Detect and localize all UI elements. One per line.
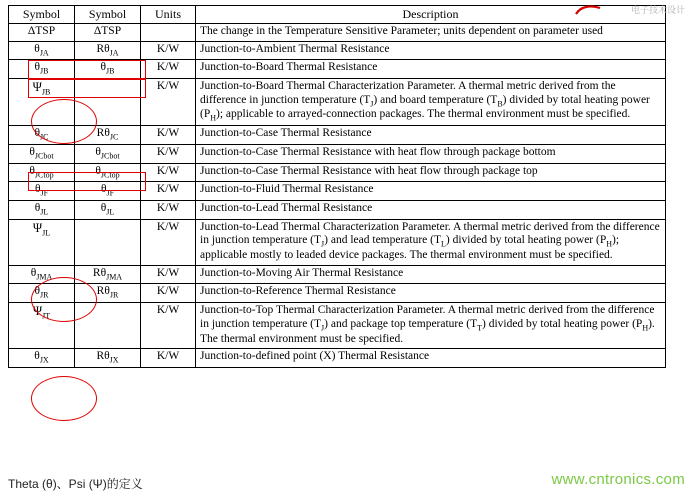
cell-symbol-2: $\theta_{JCbot}$ [75, 144, 141, 163]
table-row [9, 79, 666, 126]
cell-units: K/W [141, 349, 196, 368]
column-header-description: Description [196, 6, 666, 24]
cell-symbol-2: $R\theta_{JMA}$ [75, 265, 141, 284]
cell-symbol-1: $\theta_{JA}$ [9, 41, 75, 60]
figure-caption: Theta (θ)、Psi (Ψ)的定义 [8, 477, 143, 491]
cell-symbol-2: $R\theta_{JC}$ [75, 126, 141, 145]
table-row [9, 284, 666, 303]
cell-description: Junction-to-Reference Thermal Resistance [196, 284, 666, 303]
cell-description: Junction-to-Fluid Thermal Resistance [196, 182, 666, 201]
site-logo [575, 1, 685, 19]
cell-symbol-2 [75, 303, 141, 349]
cell-units: K/W [141, 79, 196, 126]
column-header-symbol-2: Symbol [75, 6, 141, 24]
table-row [9, 182, 666, 201]
cell-units: K/W [141, 265, 196, 284]
table-row [9, 163, 666, 182]
cell-description: Junction-to-Lead Thermal Characterization Parameter. A thermal metric derived from the difference in junction temperature $(T_J)$ and lead temperature $(T_L)$ divided by total heating power $(P_H)$; applicable mostly to leaded device packages. The thermal environment must be specified. [196, 219, 666, 265]
cell-symbol-2 [75, 79, 141, 126]
cell-description: Junction-to-Board Thermal Characterization Parameter. A thermal metric derived from the difference in junction temperature $(T_J)$ and board temperature $(T_B)$ divided by total heating power $(P_H)$; applicable to arrayed-connection packages. The thermal environment must be specified. [196, 79, 666, 126]
table-row [9, 41, 666, 60]
cell-description: Junction-to-Case Thermal Resistance with heat flow through package bottom [196, 144, 666, 163]
cell-symbol-1: $\theta_{JF}$ [9, 182, 75, 201]
cell-units: K/W [141, 126, 196, 145]
cell-description: Junction-to-defined point (X) Thermal Resistance [196, 349, 666, 368]
table-row [9, 24, 666, 42]
cell-symbol-2: ΔTSP [75, 24, 141, 42]
cell-units: K/W [141, 303, 196, 349]
cell-description: Junction-to-Top Thermal Characterization Parameter. A thermal metric derived from the difference in junction temperature $(T_J)$ and package top temperature $(T_T)$ divided by total heating power $(P_H)$. The thermal environment must be specified. [196, 303, 666, 349]
cell-units: K/W [141, 201, 196, 220]
cell-description: The change in the Temperature Sensitive Parameter; units dependent on parameter used [196, 24, 666, 42]
table-row [9, 265, 666, 284]
cell-symbol-1: $\theta_{JMA}$ [9, 265, 75, 284]
cell-description: Junction-to-Case Thermal Resistance [196, 126, 666, 145]
cell-symbol-2: $\theta_{JB}$ [75, 60, 141, 79]
cell-symbol-1: $\theta_{JR}$ [9, 284, 75, 303]
column-header-symbol-1: Symbol [9, 6, 75, 24]
annotation-oval-psi-jt [31, 376, 97, 421]
cell-symbol-1: $\Psi_{JL}$ [9, 219, 75, 265]
table-row [9, 144, 666, 163]
table-row [9, 201, 666, 220]
document-page [0, 5, 693, 496]
cell-symbol-2: $\theta_{JF}$ [75, 182, 141, 201]
cell-description: Junction-to-Ambient Thermal Resistance [196, 41, 666, 60]
cell-symbol-1: $\theta_{JL}$ [9, 201, 75, 220]
watermark-text: www.cntronics.com [551, 471, 685, 488]
cell-symbol-1: $\Psi_{JT}$ [9, 303, 75, 349]
cell-symbol-2 [75, 219, 141, 265]
cell-units: K/W [141, 41, 196, 60]
cell-symbol-2: $R\theta_{JR}$ [75, 284, 141, 303]
cell-symbol-1: ΔTSP [9, 24, 75, 42]
cell-description: Junction-to-Board Thermal Resistance [196, 60, 666, 79]
cell-symbol-2: $R\theta_{JA}$ [75, 41, 141, 60]
table-row [9, 60, 666, 79]
table-row [9, 219, 666, 265]
cell-description: Junction-to-Case Thermal Resistance with heat flow through package top [196, 163, 666, 182]
cell-symbol-1: $\theta_{JCtop}$ [9, 163, 75, 182]
cell-description: Junction-to-Moving Air Thermal Resistance [196, 265, 666, 284]
cell-symbol-1: $\theta_{JB}$ [9, 60, 75, 79]
table-row [9, 126, 666, 145]
cell-units: K/W [141, 144, 196, 163]
cell-symbol-2: $\theta_{JL}$ [75, 201, 141, 220]
cell-units: K/W [141, 219, 196, 265]
logo-swoosh-icon [575, 4, 601, 16]
cell-symbol-1: $\theta_{JCbot}$ [9, 144, 75, 163]
cell-symbol-1: $\Psi_{JB}$ [9, 79, 75, 126]
table-body [9, 24, 666, 368]
cell-units [141, 24, 196, 42]
table-row [9, 349, 666, 368]
table-header-row [9, 6, 666, 24]
cell-symbol-1: $\theta_{JC}$ [9, 126, 75, 145]
cell-symbol-1: $\theta_{JX}$ [9, 349, 75, 368]
cell-symbol-2: $R\theta_{JX}$ [75, 349, 141, 368]
column-header-units: Units [141, 6, 196, 24]
cell-description: Junction-to-Lead Thermal Resistance [196, 201, 666, 220]
logo-text: 电子技术设计 [630, 5, 685, 15]
cell-units: K/W [141, 284, 196, 303]
cell-units: K/W [141, 163, 196, 182]
cell-units: K/W [141, 182, 196, 201]
table-row [9, 303, 666, 349]
cell-units: K/W [141, 60, 196, 79]
cell-symbol-2: $\theta_{JCtop}$ [75, 163, 141, 182]
thermal-terms-table [8, 5, 666, 368]
